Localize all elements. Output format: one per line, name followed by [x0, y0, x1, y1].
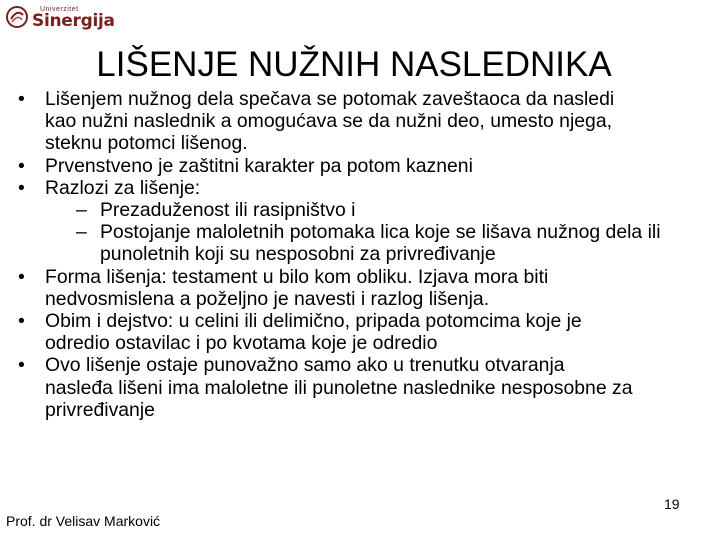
bullet-line: Prvenstveno je zaštitni karakter pa potom kazneni [45, 154, 473, 177]
bullet-line: kao nužni naslednik a omogućava se da nužni deo, umesto njega, [45, 110, 613, 133]
bullet-line: Obim i dejstvo: u celini ili delimično, pripada potomcima koje je [45, 310, 582, 333]
bullet-line: Razlozi za lišenje: [45, 176, 201, 199]
bullet-line: odredio ostavilac i po kvotama koje je odredio [45, 332, 438, 355]
logo-name: Sinergija [32, 11, 115, 31]
bullet-line: nedvosmislena a poželjno je navesti i razlog lišenja. [45, 287, 490, 310]
sub-line: Prezaduženost ili rasipništvo i [100, 199, 356, 222]
slide-content [18, 88, 718, 421]
bullet-marker: • [18, 265, 25, 288]
sub-line: Postojanje maloletnih potomaka lica koje se lišava nužnog dela ili [100, 221, 661, 244]
bullet-marker: • [18, 176, 25, 199]
bullet-marker: • [18, 154, 25, 177]
bullet-line: privređivanje [45, 398, 155, 421]
bullet-line: steknu potomci lišenog. [45, 132, 248, 155]
sub-item [18, 199, 718, 221]
bullet-item [18, 266, 718, 310]
bullet-item [18, 354, 718, 421]
slide-title-container [0, 45, 720, 85]
page-number: 19 [664, 496, 680, 512]
university-logo [6, 4, 115, 31]
sub-line: punoletnih koji su nesposobni za privređivanje [100, 243, 496, 266]
slide-title: LIŠENJE NUŽNIH NASLEDNIKA [96, 45, 612, 84]
bullet-item [18, 155, 718, 177]
bullet-item [18, 88, 718, 155]
sinergija-logo-icon [6, 6, 28, 28]
bullet-line: Forma lišenja: testament u bilo kom obliku. Izjava mora biti [45, 265, 549, 288]
sub-item [18, 221, 718, 265]
bullet-line: nasleđa lišeni ima maloletne ili punoletne naslednike nesposobne za [45, 376, 633, 399]
bullet-marker: • [18, 354, 25, 377]
bullet-line: Ovo lišenje ostaje punovažno samo ako u trenutku otvaranja [45, 354, 565, 377]
bullet-marker: • [18, 310, 25, 333]
bullet-marker: • [18, 88, 25, 110]
sub-marker: – [76, 199, 87, 222]
logo-small-text: Univerzitet [40, 6, 79, 13]
bullet-line: Lišenjem nužnog dela spečava se potomak zaveštaoca da nasledi [45, 88, 615, 110]
bullet-item [18, 310, 718, 354]
sub-marker: – [76, 221, 87, 244]
bullet-item [18, 177, 718, 199]
author-footer: Prof. dr Velisav Marković [6, 513, 161, 529]
